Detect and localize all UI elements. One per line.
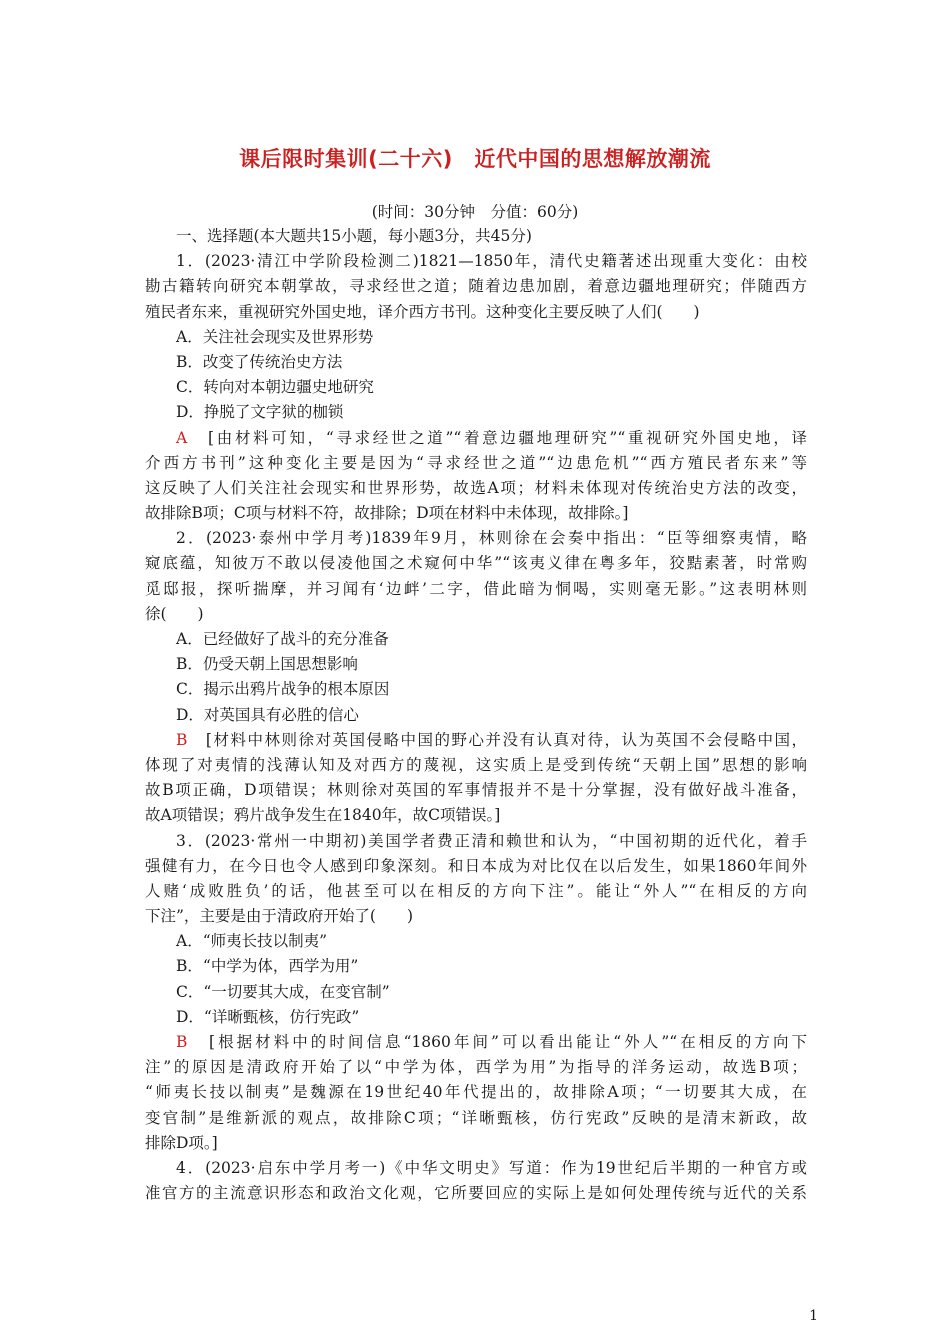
- option-a: A．已经做好了战斗的充分准备: [176, 630, 389, 648]
- explanation-line: 这反映了人们关注社会现实和世界形势，故选A项；材料未体现对传统治史方法的改变，: [145, 478, 807, 497]
- question-line: 勘古籍转向研究本朝掌故，寻求经世之道；随着边患加剧，着意边疆地理研究；伴随西方: [145, 277, 807, 296]
- question-3: [145, 829, 807, 1156]
- option-b: B．仍受天朝上国思想影响: [176, 655, 358, 674]
- question-line: 强健有力，在今日也令人感到印象深刻。和日本成为对比仅在以后发生，如果1860年间外: [145, 856, 807, 875]
- page-number: 1: [809, 1308, 818, 1324]
- explanation-line: B [根据材料中的时间信息“1860年间”可以看出能让“外人”“在相反的方向下: [176, 1033, 807, 1051]
- page-title: 课后限时集训(二十六) 近代中国的思想解放潮流: [239, 147, 711, 171]
- question-line: 觅邸报，探听揣摩，并习闻有‘边衅’二字，借此暗为恫喝，实则毫无影。”这表明林则: [145, 579, 807, 598]
- question-line: 4．(2023·启东中学月考一)《中华文明史》写道：作为19世纪后半期的一种官方或: [176, 1158, 807, 1177]
- question-line: 徐( ): [145, 604, 204, 623]
- question-line: 殖民者东来，重视研究外国史地，译介西方书刊。这种变化主要反映了人们( ): [145, 302, 700, 321]
- explanation-line: 故A项错误；鸦片战争发生在1840年，故C项错误。]: [145, 806, 501, 825]
- question-line: 人赌‘成败胜负’的话，他甚至可以在相反的方向下注”。能让“外人”“在相反的方向: [145, 881, 807, 900]
- option-d: D．“详晰甄核，仿行宪政”: [176, 1007, 360, 1026]
- option-a: A．“师夷长技以制夷”: [176, 932, 328, 951]
- question-line: 1．(2023·清江中学阶段检测二)1821—1850年，清代史籍著述出现重大变化：由校: [176, 252, 807, 271]
- explanation-line: 故排除B项；C项与材料不符，故排除；D项在材料中未体现，故排除。]: [145, 504, 629, 523]
- explanation-line: 排除D项。]: [145, 1133, 218, 1152]
- explanation-line: “师夷长技以制夷”是魏源在19世纪40年代提出的，故排除A项；“一切要其大成，在: [145, 1083, 807, 1102]
- answer-letter: B: [176, 730, 188, 749]
- time-score-info: (时间：30分钟 分值：60分): [371, 203, 579, 221]
- answer-letter: B: [176, 1033, 188, 1051]
- option-c: C．转向对本朝边疆史地研究: [176, 378, 374, 397]
- section-heading: 一、选择题(本大题共15小题，每小题3分，共45分): [176, 227, 532, 245]
- question-line: 3．(2023·常州一中期初)美国学者费正清和赖世和认为，“中国初期的近代化，着手: [176, 831, 807, 850]
- question-line: 准官方的主流意识形态和政治文化观，它所要回应的实际上是如何处理传统与近代的关系: [145, 1184, 807, 1203]
- explanation-line: 介西方书刊”这种变化主要是因为“寻求经世之道”“边患危机”“西方殖民者东来”等: [145, 453, 807, 472]
- option-b: B．改变了传统治史方法: [176, 352, 343, 371]
- question-4: [145, 1156, 807, 1206]
- document-body: [145, 224, 807, 1206]
- option-a: A．关注社会现实及世界形势: [176, 327, 374, 346]
- answer-letter: A: [176, 428, 188, 447]
- question-2: [145, 526, 807, 828]
- option-d: D．挣脱了文字狱的枷锁: [176, 403, 344, 422]
- explanation-line: A [由材料可知，“寻求经世之道”“着意边疆地理研究”“重视研究外国史地，译: [176, 428, 807, 447]
- option-b: B．“中学为体，西学为用”: [176, 957, 359, 976]
- question-line: 下注”，主要是由于清政府开始了( ): [145, 907, 414, 926]
- explanation-line: 注”的原因是清政府开始了以“中学为体，西学为用”为指导的洋务运动，故选B项；: [145, 1058, 807, 1077]
- explanation-line: B [材料中林则徐对英国侵略中国的野心并没有认真对待，认为英国不会侵略中国，: [176, 730, 807, 749]
- option-c: C．揭示出鸦片战争的根本原因: [176, 680, 390, 699]
- option-d: D．对英国具有必胜的信心: [176, 705, 359, 724]
- option-c: C．“一切要其大成，在变官制”: [176, 982, 390, 1001]
- explanation-line: 体现了对夷情的浅薄认知及对西方的蔑视，这实质上是受到传统“天朝上国”思想的影响: [145, 755, 807, 774]
- question-1: [145, 249, 807, 526]
- question-line: 2．(2023·泰州中学月考)1839年9月，林则徐在会奏中指出：“臣等细察夷情，略: [176, 529, 807, 548]
- explanation-line: 故B项正确，D项错误；林则徐对英国的军事情报并不是十分掌握，没有做好战斗准备，: [145, 781, 807, 800]
- explanation-line: 变官制”是维新派的观点，故排除C项；“详晰甄核，仿行宪政”反映的是清末新政，故: [145, 1108, 807, 1127]
- question-line: 窥底蕴，知彼万不敢以侵凌他国之术窥何中华”“该夷义律在粤多年，狡黠素著，时常购: [145, 554, 807, 573]
